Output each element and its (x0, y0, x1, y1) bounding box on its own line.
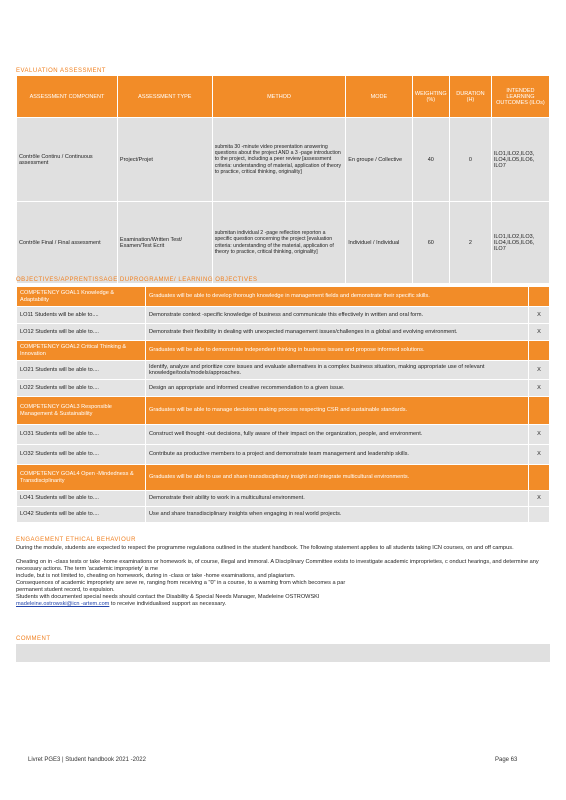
engagement-line: include, but is not limited to, cheating on homework, during in -class or take -home examinations, and plagiarism. (16, 573, 296, 579)
assessment-type: Examination/Written Test/ Examen/Test Ecrit (117, 202, 212, 284)
competency-description: Graduates will be able to develop thorough knowledge in management fields and demonstrate their specific skills. (146, 287, 529, 307)
lo-mark: X (529, 307, 550, 324)
lo-mark: X (529, 361, 550, 380)
lo-text: Construct well thought -out decisions, fully aware of their impact on the organization, people, and environment. (146, 425, 529, 445)
header-component: ASSESSMENT COMPONENT (17, 76, 118, 118)
lo-id: LO42 Students will be able to.... (17, 507, 146, 523)
table-row (17, 118, 550, 202)
lo-id: LO41 Students will be able to.... (17, 491, 146, 507)
assessment-mode: Individuel / Individual (346, 202, 412, 284)
header-method: METHOD (212, 76, 346, 118)
footer-page-number: Page 63 (495, 757, 518, 763)
competency-description: Graduates will be able to manage decisions making process respecting CSR and sustainable standards. (146, 397, 529, 425)
evaluation-section-title: EVALUATION ASSESSMENT (16, 68, 106, 74)
assessment-duration: 2 (450, 202, 492, 284)
header-mode: MODE (346, 76, 412, 118)
assessment-component: Contrôle Final / Final assessment (17, 202, 118, 284)
assessment-weighting: 40 (412, 118, 450, 202)
assessment-ilos: ILO1,ILO2,ILO3, ILO4,ILO5,ILO6, ILO7 (491, 118, 549, 202)
engagement-text (16, 545, 550, 608)
competency-name: COMPETENCY GOAL1 Knowledge & Adaptability (17, 287, 146, 307)
engagement-line: Consequences of academic impropriety are seve re, ranging from receiving a "0" in a course, to a warning from which becomes a par (16, 580, 346, 586)
competency-row (17, 465, 550, 491)
engagement-contact-line (16, 601, 550, 608)
lo-id: LO31 Students will be able to.... (17, 425, 146, 445)
lo-mark: X (529, 445, 550, 465)
competency-name: COMPETENCY GOAL2 Critical Thinking & Innovation (17, 341, 146, 361)
header-weighting: WEIGHTING (%) (412, 76, 450, 118)
objectives-table (16, 286, 550, 523)
lo-mark (529, 507, 550, 523)
lo-row (17, 361, 550, 380)
header-ilos: INTENDED LEARNING OUTCOMES (ILOs) (491, 76, 549, 118)
competency-name: COMPETENCY GOAL3 Responsible Management & Sustainability (17, 397, 146, 425)
lo-text: Demonstrate context -specific knowledge of business and communicate this effectively in written and oral form. (146, 307, 529, 324)
email-suffix: to receive individualised support as necessary. (110, 601, 227, 607)
objectives-section-title: OBJECTIVES/APPRENTISSAGE DUPROGRAMME/ LEARNING OBJECTIVES (16, 277, 258, 283)
assessment-table (16, 75, 550, 284)
lo-mark: X (529, 324, 550, 341)
header-type: ASSESSMENT TYPE (117, 76, 212, 118)
engagement-line: permanent student record, to expulsion. (16, 587, 115, 593)
engagement-section-title: ENGAGEMENT ETHICAL BEHAVIOUR (16, 537, 136, 543)
lo-text: Identify, analyze and prioritize core issues and evaluate alternatives in a complex business situation, making appropriate use of relevant knowledge/tools/models/approaches. (146, 361, 529, 380)
engagement-line: Cheating on in -class tests or take -home examinations or homework is, of course, illegal and immoral. A Disciplinary Committee exists to investigate academic improprieties, c onduct hearings, and determine any necessary actions. The term 'academic impropriety' is me (16, 559, 539, 572)
lo-id: LO22 Students will be able to.... (17, 380, 146, 397)
lo-id: LO11 Students will be able to.... (17, 307, 146, 324)
lo-id: LO21 Students will be able to.... (17, 361, 146, 380)
lo-mark: X (529, 425, 550, 445)
assessment-type: Project/Projet (117, 118, 212, 202)
lo-text: Contribute as productive members to a project and demonstrate team management and leadership skills. (146, 445, 529, 465)
assessment-ilos: ILO1,ILO2,ILO3, ILO4,ILO5,ILO6, ILO7 (491, 202, 549, 284)
competency-description: Graduates will be able to demonstrate independent thinking in business issues and propose informed solutions. (146, 341, 529, 361)
lo-row (17, 507, 550, 523)
assessment-duration: 0 (450, 118, 492, 202)
comment-box (16, 644, 550, 662)
engagement-line: During the module, students are expected to respect the programme regulations outlined in the student handbook. The following statement applies to all students taking ICN courses, on and off campus. (16, 545, 514, 551)
assessment-method: submitan individual 2 -page reflection reporton a specific question concerning the project [evaluation criteria: understanding of the material, application of theory to practice, critical thinking, originality] (212, 202, 346, 284)
table-row (17, 202, 550, 284)
competency-row (17, 287, 550, 307)
assessment-component: Contrôle Continu / Continuous assessment (17, 118, 118, 202)
lo-row (17, 324, 550, 341)
lo-id: LO32 Students will be able to.... (17, 445, 146, 465)
competency-description: Graduates will be able to use and share transdisciplinary insight and integrate multicultural environments. (146, 465, 529, 491)
engagement-line: Students with documented special needs should contact the Disability & Special Needs Manager, Madeleine OSTROWSKI (16, 594, 320, 600)
comment-section-title: COMMENT (16, 636, 51, 642)
email-link[interactable]: madeleine.ostrowski@icn -artem.com (16, 601, 110, 607)
lo-row (17, 380, 550, 397)
lo-row (17, 425, 550, 445)
assessment-weighting: 60 (412, 202, 450, 284)
lo-row (17, 491, 550, 507)
lo-row (17, 445, 550, 465)
lo-row (17, 307, 550, 324)
lo-mark: X (529, 380, 550, 397)
lo-text: Demonstrate their flexibility in dealing with unexpected management issues/challenges in a global and evolving environment. (146, 324, 529, 341)
competency-row (17, 397, 550, 425)
footer-left: Livret PGE3 | Student handbook 2021 -2022 (28, 757, 146, 763)
competency-row (17, 341, 550, 361)
lo-id: LO12 Students will be able to.... (17, 324, 146, 341)
competency-name: COMPETENCY GOAL4 Open -Mindedness & Transdisciplinarity (17, 465, 146, 491)
lo-text: Demonstrate their ability to work in a multicultural environment. (146, 491, 529, 507)
assessment-method: submita 30 -minute video presentation answering questions about the project AND a 3 -page introduction to the project, including a peer review [assessment criteria: understanding of material, application of theory to practice, critical thinking, originality] (212, 118, 346, 202)
lo-text: Use and share transdisciplinary insights when engaging in real world projects. (146, 507, 529, 523)
assessment-mode: En groupe / Collective (346, 118, 412, 202)
header-duration: DURATION (H) (450, 76, 492, 118)
lo-text: Design an appropriate and informed creative recommendation to a given issue. (146, 380, 529, 397)
lo-mark: X (529, 491, 550, 507)
